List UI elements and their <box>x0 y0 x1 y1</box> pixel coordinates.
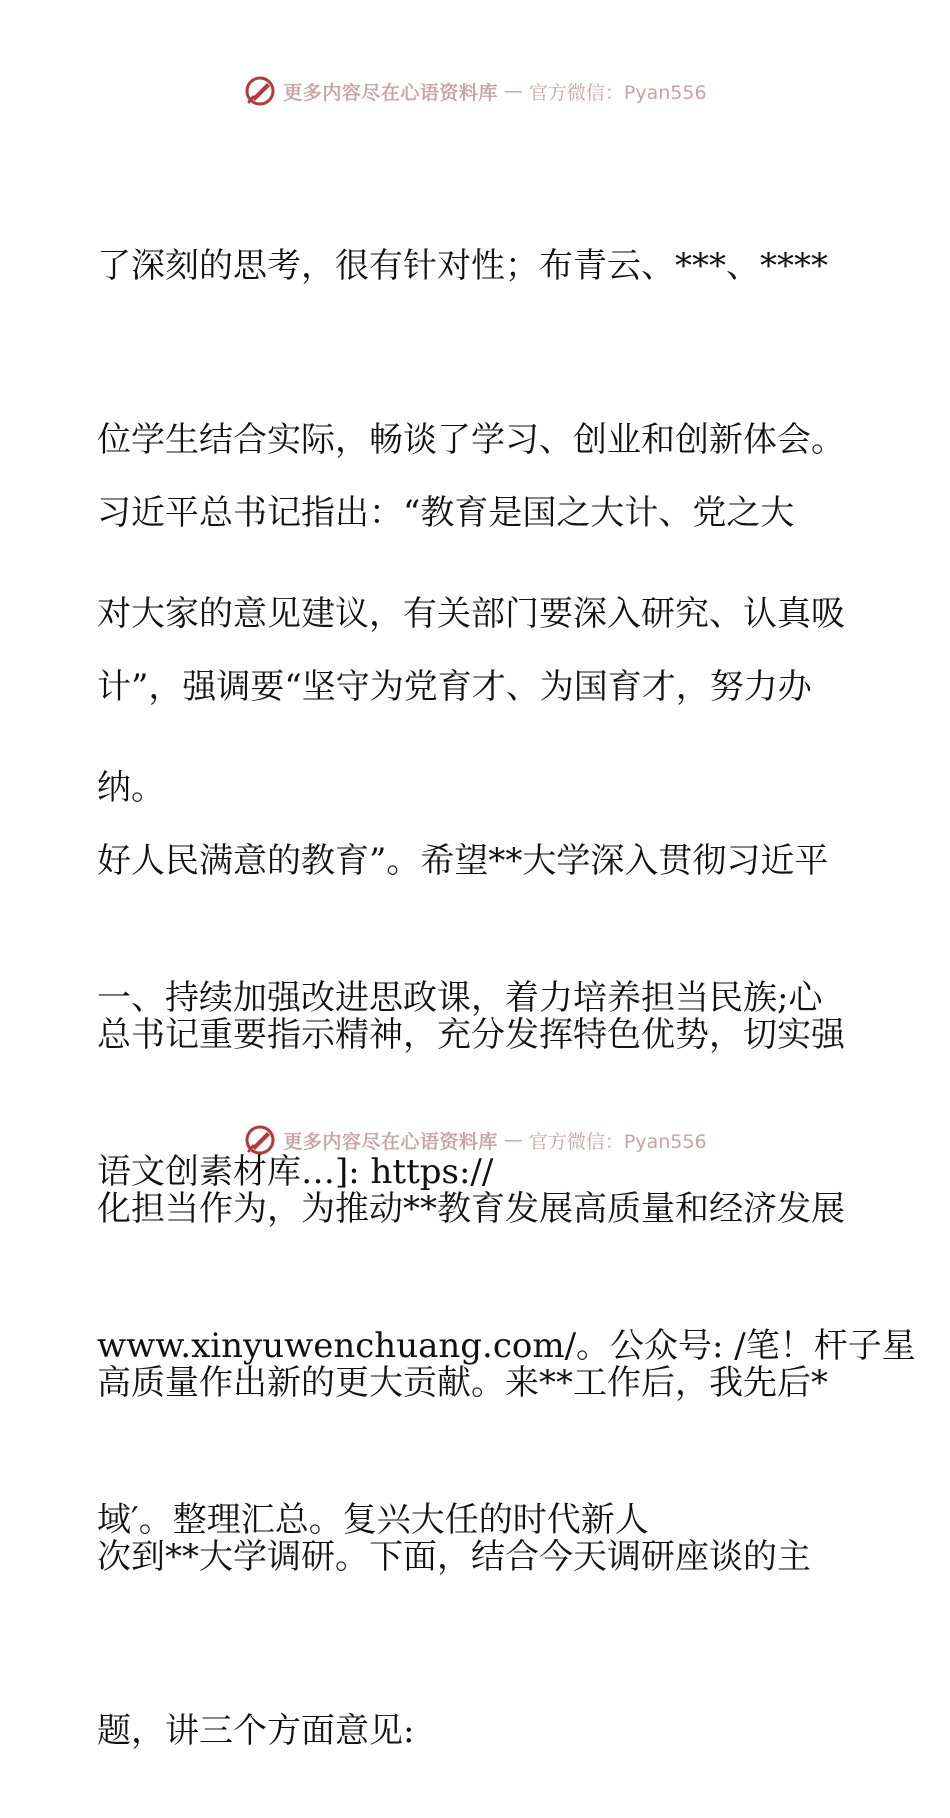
watermark-brand: 更多内容尽在心语资料库 <box>283 1130 498 1153</box>
text-line: 计”，强调要“坚守为党育才、为国育才，努力办 <box>97 667 812 707</box>
watermark-contact: 官方微信：Pyan556 <box>528 81 707 104</box>
text-line: 总书记重要指示精神，充分发挥特色优势，切实强 <box>97 1015 845 1055</box>
text-line: 了深刻的思考，很有针对性；布青云、***、**** <box>97 246 828 286</box>
watermark-brand: 更多内容尽在心语资料库 <box>283 81 498 104</box>
text-line: 题，讲三个方面意见: <box>97 1711 415 1751</box>
text-line: 次到**大学调研。下面，结合今天调研座谈的主 <box>97 1537 811 1577</box>
quill-seal-icon <box>243 1123 277 1157</box>
text-line: www.xinyuwenchuang.com/。公众号: /笔！杆子星 <box>97 1326 916 1366</box>
paragraph-3 <box>97 853 916 1607</box>
text-line: 化担当作为，为推动**教育发展高质量和经济发展 <box>97 1189 845 1229</box>
quill-seal-icon <box>243 74 277 108</box>
text-line: 纳。 <box>97 768 165 808</box>
watermark-contact: 官方微信：Pyan556 <box>528 1130 707 1153</box>
header-watermark <box>0 71 950 111</box>
text-line: 位学生结合实际，畅谈了学习、创业和创新体会。 <box>97 420 845 460</box>
text-line: 对大家的意见建议，有关部门要深入研究、认真吸 <box>97 594 845 634</box>
watermark-separator: — <box>503 80 523 102</box>
footer-watermark <box>0 1120 950 1160</box>
text-line: 一、持续加强改进思政课，着力培养担当民族;心 <box>97 978 823 1018</box>
text-line: 好人民满意的教育”。希望**大学深入贯彻习近平 <box>97 841 829 881</box>
text-line: 语文创素材库…]: https:// <box>97 1152 494 1192</box>
text-line: 高质量作出新的更大贡献。来**工作后，我先后* <box>97 1363 828 1403</box>
watermark-separator: — <box>503 1129 523 1151</box>
text-line: 习近平总书记指出：“教育是国之大计、党之大 <box>97 493 795 533</box>
text-line: 域′。整理汇总。复兴大任的时代新人 <box>97 1500 649 1540</box>
